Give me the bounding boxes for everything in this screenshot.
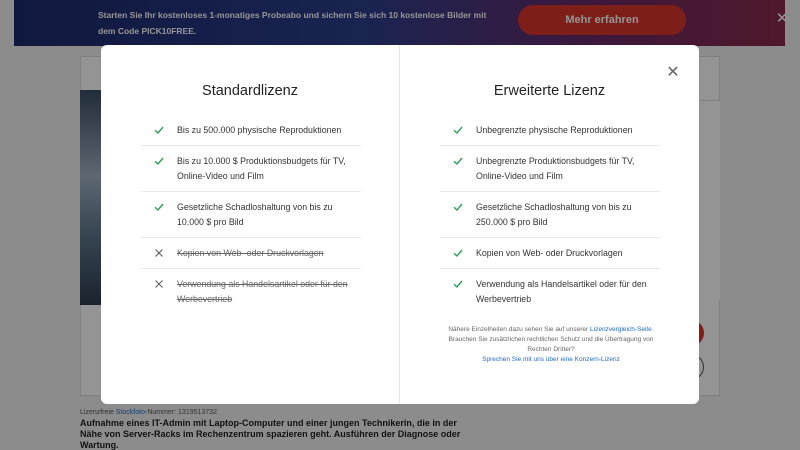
third-party-rights-question: Brauchen Sie zusätzlichen rechtlichen Schutz und die Übertragung von Rechten Dritter? xyxy=(448,336,654,353)
license-comparison-modal xyxy=(101,45,699,404)
feature-text: Verwendung als Handelsartikel oder für den Werbevertrieb xyxy=(177,279,348,304)
image-title: Aufnahme eines IT-Admin mit Laptop-Computer und einer jungen Technikerin, die in der Nähe von Server-Racks im Rechenzentrum spazieren geht. Ausführen der Diagnose oder Wartung. xyxy=(80,418,461,450)
enterprise-license-link[interactable]: Sprechen Sie mit uns über eine Konzern-Lizenz xyxy=(482,356,620,363)
license-footnote: Nähere Einzelheiten dazu sehen Sie auf unserer Lizenzvergleich-Seite. Brauchen Sie zusätzlichen rechtlichen Schutz und die Übertragung von Rechten Dritter? Sprechen Sie mit uns über eine Konzern-Lizenz xyxy=(436,325,666,365)
feature-text: Gesetzliche Schadloshaltung von bis zu 10.000 $ pro Bild xyxy=(177,202,333,227)
feature-row xyxy=(440,146,660,192)
check-icon xyxy=(141,123,177,135)
feature-text: Verwendung als Handelsartikel oder für den Werbevertrieb xyxy=(476,279,647,304)
feature-row xyxy=(141,192,361,238)
feature-text: Bis zu 500.000 physische Reproduktionen xyxy=(177,125,342,135)
extended-license-title: Erweiterte Lizenz xyxy=(493,83,606,99)
cross-icon xyxy=(141,277,177,289)
standard-license-column xyxy=(101,45,400,404)
learn-more-button[interactable]: Mehr erfahren xyxy=(518,5,686,35)
modal-close-icon[interactable]: ✕ xyxy=(666,64,680,81)
feature-row xyxy=(141,238,361,269)
check-icon xyxy=(141,154,177,166)
feature-row xyxy=(141,146,361,192)
image-license-number: Lizenzfreie Stockfoto-Nummer: 1319513732 xyxy=(80,409,217,416)
feature-row xyxy=(440,238,660,269)
check-icon xyxy=(440,154,476,166)
feature-row xyxy=(440,115,660,146)
promo-banner-text: Starten Sie Ihr kostenloses 1-monatiges Probeabo und sichern Sie sich 10 kostenlose Bilder mit dem Code PICK10FREE. xyxy=(98,10,487,36)
extended-license-features xyxy=(440,115,660,314)
check-icon xyxy=(141,200,177,212)
feature-text: Unbegrenzte Produktionsbudgets für TV, Online-Video und Film xyxy=(476,156,635,181)
feature-text: Bis zu 10.000 $ Produktionsbudgets für TV, Online-Video und Film xyxy=(177,156,346,181)
feature-row xyxy=(440,269,660,314)
license-comparison-link[interactable]: Lizenzvergleich-Seite xyxy=(590,326,652,333)
check-icon xyxy=(440,277,476,289)
feature-row xyxy=(141,115,361,146)
standard-license-title: Standardlizenz xyxy=(202,83,298,99)
feature-row xyxy=(440,192,660,238)
cross-icon xyxy=(141,246,177,258)
stockfoto-link[interactable]: Stockfoto xyxy=(115,409,145,416)
feature-text: Kopien von Web- oder Druckvorlagen xyxy=(476,248,623,258)
feature-text: Gesetzliche Schadloshaltung von bis zu 250.000 $ pro Bild xyxy=(476,202,632,227)
feature-row xyxy=(141,269,361,314)
check-icon xyxy=(440,246,476,258)
feature-text: Unbegrenzte physische Reproduktionen xyxy=(476,125,633,135)
check-icon xyxy=(440,123,476,135)
banner-close-icon[interactable]: ✕ xyxy=(775,10,789,27)
standard-license-features xyxy=(141,115,361,314)
feature-text: Kopien von Web- oder Druckvorlagen xyxy=(177,248,324,258)
check-icon xyxy=(440,200,476,212)
